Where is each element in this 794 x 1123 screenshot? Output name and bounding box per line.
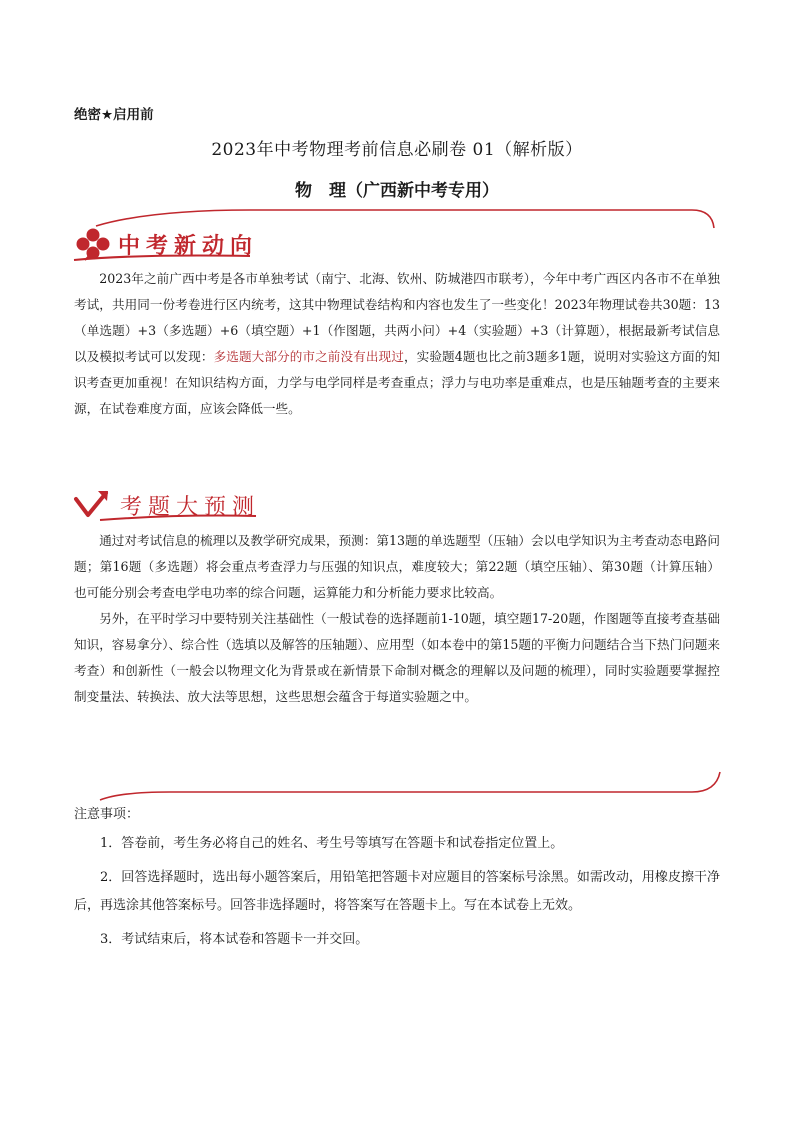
secret-label: 绝密★启用前 (74, 107, 154, 123)
page-title: 2023年中考物理考前信息必刷卷 01（解析版） (211, 140, 583, 160)
note-item: 2．回答选择题时，选出每小题答案后，用铅笔把答题卡对应题目的答案标号涂黑。如需改动，用橡皮擦干净后，再选涂其他答案标号。回答非选择题时，将答案写在答题卡上。写在本试卷上无效。 (74, 870, 720, 913)
section-heading-label: 中考新动向 (118, 233, 259, 259)
highlight-text: 多选题大部分的市之前没有出现过 (213, 349, 404, 364)
page-subtitle: 物 理（广西新中考专用） (295, 181, 499, 201)
notes-title: 注意事项： (74, 807, 140, 822)
note-item: 3．考试结束后，将本试卷和答题卡一并交回。 (100, 932, 369, 947)
section-heading-label: 考题大预测 (120, 494, 261, 520)
prediction-paragraph-2: 另外，在平时学习中要特别关注基础性（一般试卷的选择题前1-10题，填空题17-20题，作图题等直接考查基础知识，容易拿分）、综合性（选填以及解答的压轴题）、应用型（如本卷中的第15题的平衡力问题结合当下热门问题来考查）和创新性（一般会以物理文化为背景或在新情景下命制对概念的理解以及问题的梳理），同时实验题要掌握控制变量法、转换法、放大法等思想，这些思想会蕴含于每道实验题之中。 (74, 611, 720, 704)
prediction-paragraph-1: 通过对考试信息的梳理以及教学研究成果，预测：第13题的单选题型（压轴）会以电学知识为主考查动态电路问题；第16题（多选题）将会重点考查浮力与压强的知识点，难度较大；第22题（填空压轴）、第30题（计算压轴）也可能分别会考查电学电功率的综合问题，运算能力和分析能力要求比较高。 (74, 533, 720, 600)
note-item: 1．答卷前，考生务必将自己的姓名、考生号等填写在答题卡和试卷指定位置上。 (100, 836, 564, 851)
trends-paragraph: 2023年之前广西中考是各市单独考试（南宁、北海、钦州、防城港四市联考），今年中考广西区内各市不在单独考试，共用同一份考卷进行区内统考，这其中物理试卷结构和内容也发生了一些变化！2023年物理试卷共30题：13（单选题）+3（多选题）+6（填空题）+1（作图题，共两小问）+4（实验题）+3（计算题），根据最新考试信息以及模拟考试可以发现：多选题大部分的市之前没有出现过，实验题4题也比之前3题多1题，说明对实验这方面的知识考查更加重视！在知识结构方面，力学与电学同样是考查重点；浮力与电功率是重难点，也是压轴题考查的主要来源，在试卷难度方面，应该会降低一些。 (74, 271, 721, 416)
